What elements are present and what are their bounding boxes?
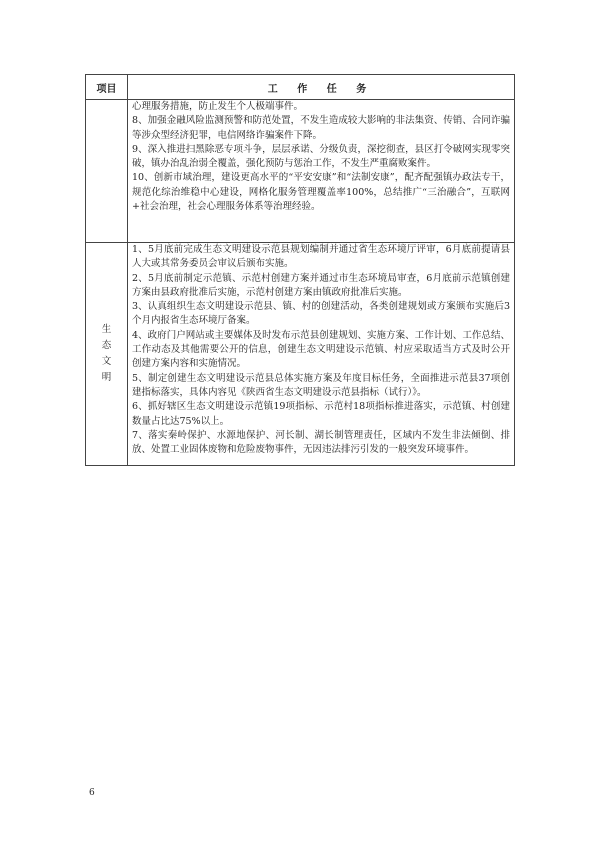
task-item: 4、政府门户网站或主要媒体及时发布示范县创建规划、实施方案、工作计划、工作总结、工作动态及其他需要公开的信息，创建生态文明建设示范镇、村应采取适当方式及时公开创建方案内容和实施情况。	[132, 329, 510, 370]
task-item: 6、抓好辖区生态文明建设示范镇19项指标、示范村18项指标推进落实，示范镇、村创建数量占比达75%以上。	[132, 401, 510, 427]
category-label	[86, 322, 127, 386]
category-char: 态	[101, 340, 112, 351]
table-row	[86, 100, 515, 243]
table-header-row	[86, 75, 515, 100]
task-item: 1、5月底前完成生态文明建设示范县规划编制并通过省生态环境厅评审，6月底前提请县人大或其常务委员会审议后颁布实施。	[132, 244, 510, 270]
task-item: 3、认真组织生态文明建设示范县、镇、村的创建活动，各类创建规划或方案颁布实施后3个月内报省生态环境厅备案。	[132, 301, 510, 327]
task-item: 9、深入推进扫黑除恶专项斗争，层层承诺、分级负责，深挖彻查，县区打令破网实现零突破，镇办治乱治弱全覆盖，强化预防与惩治工作，不发生严重腐败案件。	[132, 143, 510, 170]
category-cell-ecology	[86, 243, 128, 466]
tasks-cell	[128, 243, 515, 466]
category-cell	[86, 100, 128, 243]
task-item: 5、制定创建生态文明建设示范县总体实施方案及年度目标任务，全面推进示范县37项创建指标落实，具体内容见《陕西省生态文明建设示范县指标（试行）》。	[132, 372, 510, 398]
page-number: 6	[89, 788, 95, 798]
category-char: 生	[101, 324, 112, 335]
tasks-cell	[128, 100, 515, 243]
header-project: 项目	[86, 75, 128, 100]
table-row	[86, 243, 515, 466]
category-char: 明	[101, 372, 112, 383]
task-item: 心理服务措施，防止发生个人极端事件。	[132, 101, 304, 112]
category-char: 文	[101, 356, 112, 367]
task-item: 2、5月底前制定示范镇、示范村创建方案并通过市生态环境局审查，6月底前示范镇创建方案由县政府批准后实施，示范村创建方案由镇政府批准后实施。	[132, 272, 510, 298]
task-item: 7、落实秦岭保护、水源地保护、河长制、湖长制管理责任，区域内不发生非法倾倒、排放、处置工业固体废物和危险废物事件，无因违法排污引发的一般突发环境事件。	[132, 429, 510, 456]
task-table	[85, 74, 515, 466]
header-tasks: 工 作 任 务	[128, 75, 515, 100]
task-item: 8、加强金融风险监测预警和防范处置，不发生造成较大影响的非法集资、传销、合同诈骗等涉众型经济犯罪，电信网络诈骗案件下降。	[132, 115, 510, 141]
task-item: 10、创新市域治理，建设更高水平的“平安安康”和“法制安康”，配齐配强镇办政法专干，规范化综治维稳中心建设，网格化服务管理覆盖率100%，总结推广“三治融合”，互联网+社会治理，社会心理服务体系等治理经验。	[132, 172, 510, 213]
